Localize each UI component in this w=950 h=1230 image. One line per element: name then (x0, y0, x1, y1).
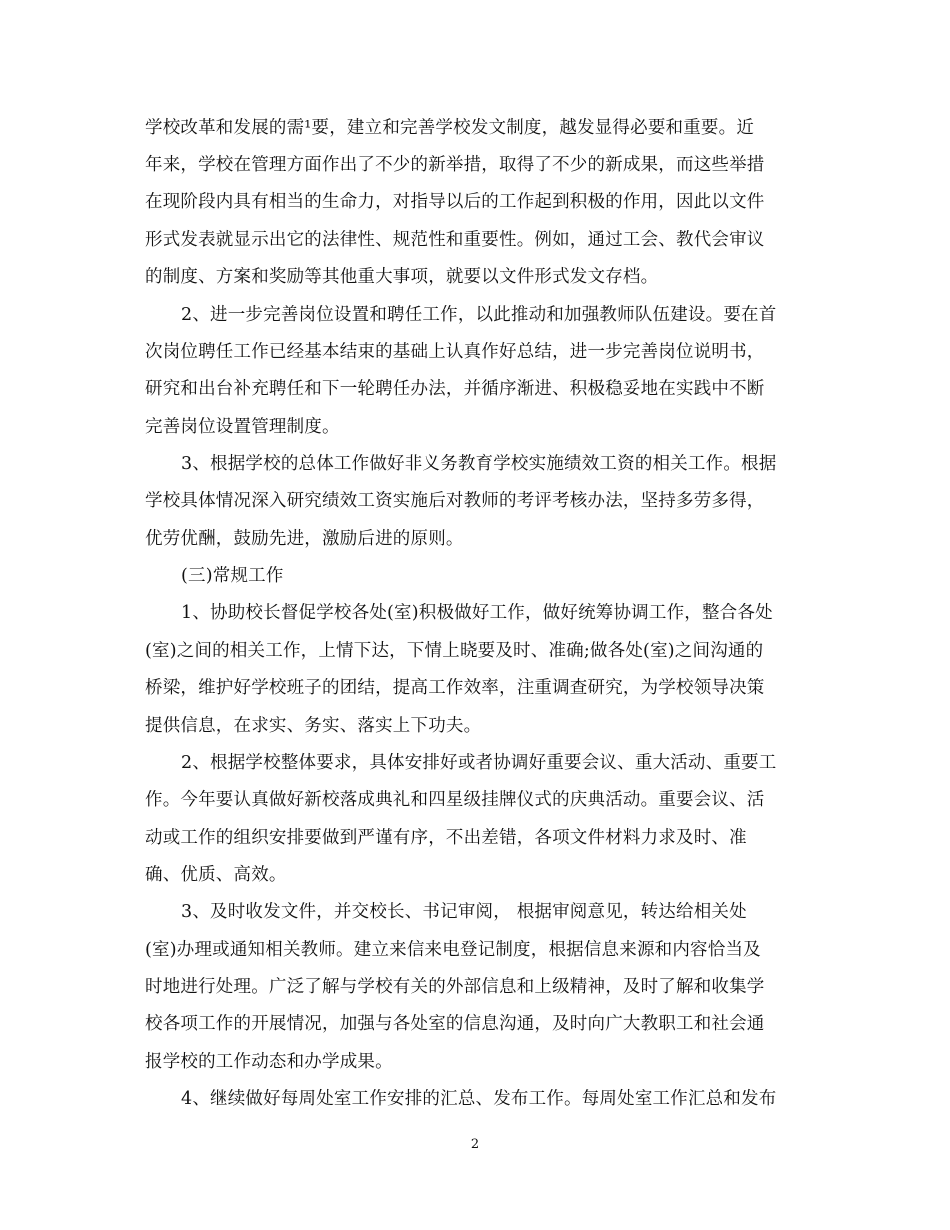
text-line: 年来，学校在管理方面作出了不少的新举措，取得了不少的新成果，而这些举措 (145, 155, 765, 175)
text-line: 优劳优酬，鼓励先进，激励后进的原则。 (145, 529, 464, 549)
text-line: 提供信息，在求实、务实、落实上下功夫。 (145, 716, 482, 736)
paragraph-first-line: 2、进一步完善岗位设置和聘任工作，以此推动和加强教师队伍建设。要在首 (181, 305, 777, 325)
text-line: 作。今年要认真做好新校落成典礼和四星级挂牌仪式的庆典活动。重要会议、活 (145, 790, 765, 810)
text-line: 在现阶段内具有相当的生命力，对指导以后的工作起到积极的作用，因此以文件 (145, 192, 765, 212)
text-line: 形式发表就显示出它的法律性、规范性和重要性。例如，通过工会、教代会审议 (145, 230, 765, 250)
section-heading: (三)常规工作 (181, 566, 284, 586)
text-line: (室)之间的相关工作，上情下达，下情上晓要及时、准确;做各处(室)之间沟通的 (145, 641, 764, 661)
text-line: 学校具体情况深入研究绩效工资实施后对教师的考评考核办法，坚持多劳多得， (145, 491, 765, 511)
paragraph-first-line: 3、及时收发文件，并交校长、书记审阅， 根据审阅意见，转达给相关处 (181, 902, 747, 922)
paragraph-first-line: 3、根据学校的总体工作做好非义务教育学校实施绩效工资的相关工作。根据 (181, 454, 777, 474)
paragraph-first-line: 4、继续做好每周处室工作安排的汇总、发布工作。每周处室工作汇总和发布 (181, 1089, 777, 1109)
text-line: 报学校的工作动态和办学成果。 (145, 1052, 393, 1072)
text-line: 次岗位聘任工作已经基本结束的基础上认真作好总结，进一步完善岗位说明书， (145, 342, 765, 362)
text-line: 校各项工作的开展情况，加强与各处室的信息沟通，及时向广大教职工和社会通 (145, 1014, 765, 1034)
text-line: (室)办理或通知相关教师。建立来信来电登记制度，根据信息来源和内容恰当及 (145, 940, 761, 960)
text-line: 学校改革和发展的需¹要，建立和完善学校发文制度，越发显得必要和重要。近 (145, 118, 755, 138)
text-line: 的制度、方案和奖励等其他重大事项，就要以文件形式发文存档。 (145, 267, 659, 287)
text-line: 桥梁，维护好学校班子的团结，提高工作效率，注重调查研究，为学校领导决策 (145, 678, 765, 698)
paragraph-first-line: 2、根据学校整体要求，具体安排好或者协调好重要会议、重大活动、重要工 (181, 753, 777, 773)
page-number: 2 (470, 1137, 480, 1152)
text-line: 动或工作的组织安排要做到严谨有序，不出差错，各项文件材料力求及时、准 (145, 828, 747, 848)
text-line: 研究和出台补充聘任和下一轮聘任办法，并循序渐进、积极稳妥地在实践中不断 (145, 379, 765, 399)
paragraph-first-line: 1、协助校长督促学校各处(室)积极做好工作，做好统筹协调工作，整合各处 (181, 603, 773, 623)
text-line: 完善岗位设置管理制度。 (145, 417, 340, 437)
text-line: 确、优质、高效。 (145, 865, 287, 885)
text-line: 时地进行处理。广泛了解与学校有关的外部信息和上级精神，及时了解和收集学 (145, 977, 765, 997)
